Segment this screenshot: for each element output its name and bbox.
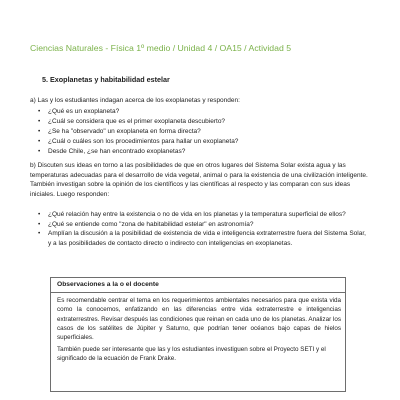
part-b-intro: b) Discuten sus ideas en torno a las posibilidades de que en otros lugares del Sistema Solar exista agua y las temperaturas adecuadas para el desarrollo de vida vegetal, animal o para la existencia de una civilización inteligente. También investigan sobre la opinión de los científicos y las científicas al respecto y las comparan con sus ideas iniciales. Luego responden: — [30, 162, 368, 198]
list-item: • ¿Qué relación hay entre la existencia o no de vida en los planetas y la temperatura superficial de ellos? — [38, 210, 368, 220]
breadcrumb: Ciencias Naturales - Física 1º medio / Unidad 4 / OA15 / Actividad 5 — [30, 43, 292, 53]
list-item: • Desde Chile, ¿se han encontrado exoplanetas? — [38, 147, 368, 157]
part-a-question-list — [38, 107, 368, 157]
list-item: • ¿Cuál o cuáles son los procedimientos para hallar un exoplaneta? — [38, 137, 368, 147]
list-item: • ¿Cuál se considera que es el primer exoplaneta descubierto? — [38, 117, 368, 127]
teacher-notes-paragraph: Es recomendable centrar el tema en los requerimientos ambientales necesarios para que exista vida como la conocemos, enfatizando en las diferencias entre vida extraterrestre e inteligencias extraterrestres. Revisar después las condiciones que reinan en cada uno de los planetas. Analizar los casos de los satélites de Júpiter y Saturno, que podrían tener océanos bajo capas de hielos superficiales. — [57, 297, 341, 342]
teacher-notes-paragraph: También puede ser interesante que las y los estudiantes investiguen sobre el Proyecto SETI y el significado de la ecuación de Frank Drake. — [57, 346, 326, 363]
part-b-question-list — [38, 210, 368, 248]
list-item: • ¿Qué es un exoplaneta? — [38, 107, 368, 117]
list-item: • ¿Qué se entiende como "zona de habitabilidad estelar" en astronomía? — [38, 220, 368, 230]
list-item: • Amplían la discusión a la posibilidad de existencia de vida e inteligencia extraterrestre fuera del Sistema Solar, y a las posibilidades de contacto directo o indirecto con inteligencias en exoplanetas. — [38, 229, 368, 248]
part-a-intro: a) Las y los estudiantes indagan acerca de los exoplanetas y responden: — [30, 97, 240, 104]
teacher-notes-box — [50, 277, 346, 392]
list-item: • ¿Se ha "observado" un exoplaneta en forma directa? — [38, 127, 368, 137]
teacher-notes-title: Observaciones a la o el docente — [57, 281, 159, 288]
divider — [51, 292, 345, 293]
section-title: 5. Exoplanetas y habitabilidad estelar — [42, 75, 170, 84]
